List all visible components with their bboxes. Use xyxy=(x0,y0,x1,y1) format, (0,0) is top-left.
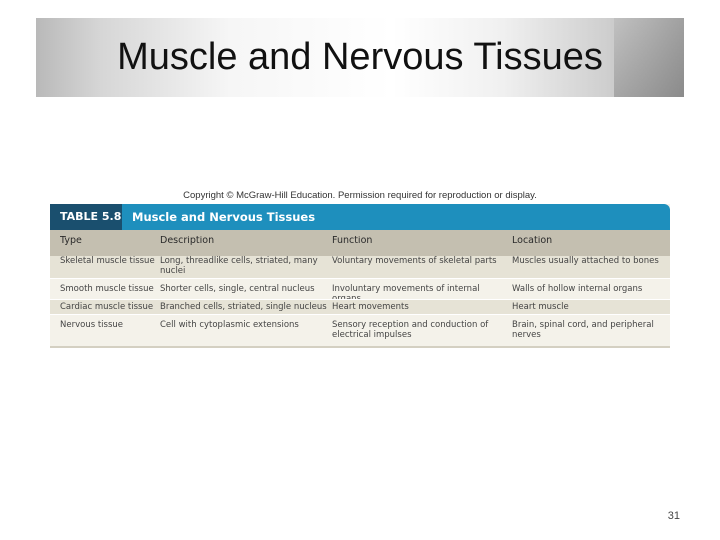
column-header-location: Location xyxy=(512,236,553,246)
cell-description: Long, threadlike cells, striated, many nuclei xyxy=(160,256,318,276)
column-header-function: Function xyxy=(332,236,373,246)
cell-description: Shorter cells, single, central nucleus xyxy=(160,284,315,294)
cell-type: Cardiac muscle tissue xyxy=(60,302,154,312)
cell-type: Nervous tissue xyxy=(60,320,123,330)
cell-function: Sensory reception and conduction of electrical impulses xyxy=(332,320,489,340)
cell-function: Involuntary movements of internal xyxy=(332,284,480,294)
table-header-bar xyxy=(50,204,670,230)
cell-location: Brain, spinal cord, and peripheral nerves xyxy=(512,320,654,340)
table-number: TABLE 5.8 xyxy=(50,204,122,230)
table-title: Muscle and Nervous Tissues xyxy=(132,210,316,224)
cell-type: Skeletal muscle tissue xyxy=(60,256,155,266)
cell-function: Voluntary movements of skeletal parts xyxy=(332,256,497,266)
cell-function: Heart movements xyxy=(332,302,409,312)
copyright-notice: Copyright © McGraw-Hill Education. Permission required for reproduction or display. xyxy=(183,190,537,201)
column-header-description: Description xyxy=(160,236,215,246)
cell-location: Muscles usually attached to bones xyxy=(512,256,659,266)
tissue-table xyxy=(50,204,670,348)
cell-location: Walls of hollow internal organs xyxy=(512,284,643,294)
page-number: 31 xyxy=(667,510,680,522)
cell-type: Smooth muscle tissue xyxy=(60,284,154,294)
column-header-type: Type xyxy=(60,236,82,246)
title-bar xyxy=(36,18,684,97)
cell-description: Cell with cytoplasmic extensions xyxy=(160,320,299,330)
cell-location: Heart muscle xyxy=(512,302,569,312)
cell-description: Branched cells, striated, single nucleus xyxy=(160,302,327,312)
slide-title: Muscle and Nervous Tissues xyxy=(117,36,603,78)
